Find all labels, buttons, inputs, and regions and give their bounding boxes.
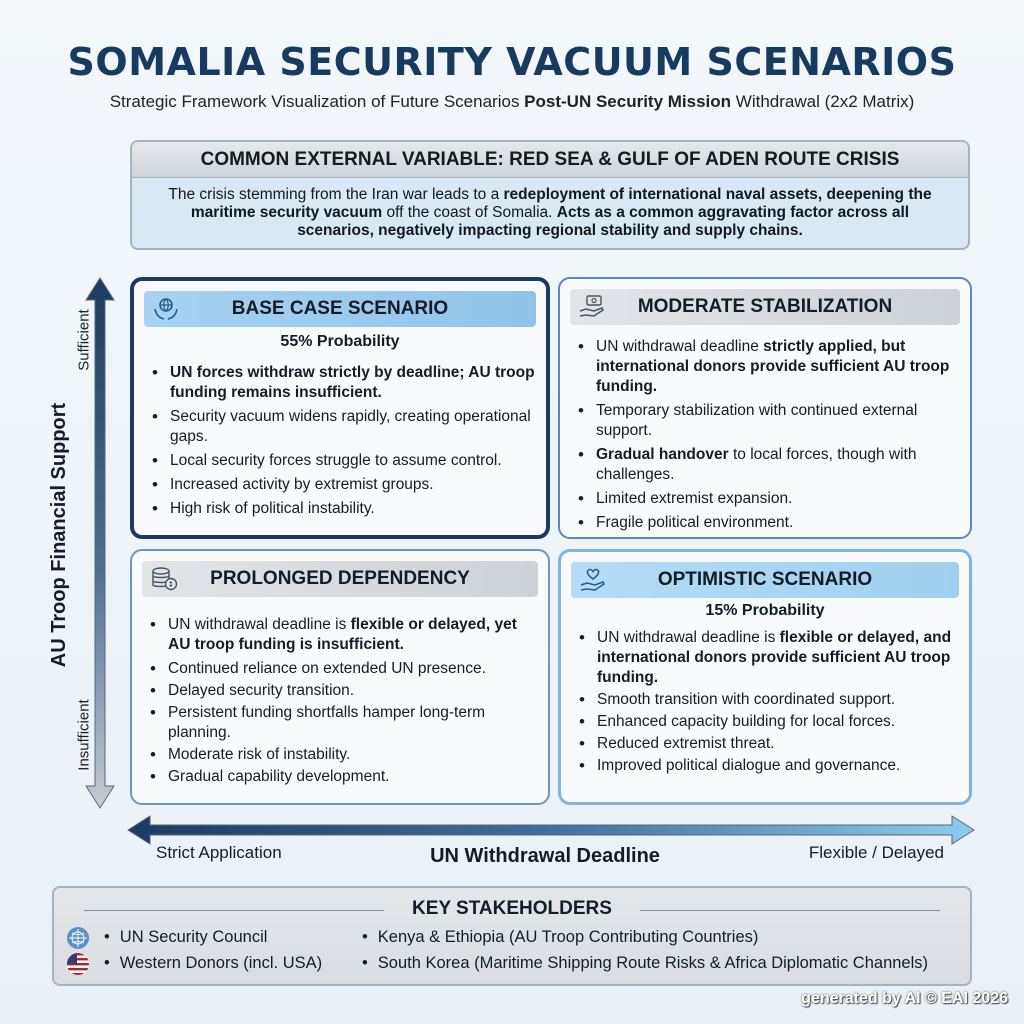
moderate-title: MODERATE STABILIZATION [637,296,893,317]
optimistic-list [577,628,961,778]
divider-right [640,910,940,911]
list-item: • Temporary stabilization with continued external support. [576,401,962,441]
list-item: • Enhanced capacity building for local forces. [577,712,961,732]
moderate-header [570,289,960,325]
y-axis-label: AU Troop Financial Support [48,402,70,668]
list-item [577,628,961,688]
base-case-quadrant [130,277,550,539]
optimistic-bullet-0-bold: flexible or delayed, and international donors provide sufficient AU troop funding. [597,629,952,686]
stakeholder-kenya-ethiopia: • Kenya & Ethiopia (AU Troop Contributing Countries) [362,928,758,947]
hand-heart-icon [579,566,607,594]
x-axis-right-label: Flexible / Delayed [808,843,944,862]
list-item: • Fragile political environment. [576,513,962,533]
cv-bold-1: redeployment of international naval assets, deepening the maritime security vacuum [190,186,932,221]
list-item: • High risk of political instability. [150,499,538,519]
optimistic-header [571,562,959,598]
subtitle-emphasis: Post-UN Security Mission [524,92,732,111]
cv-bold-2: Acts as a common aggravating factor across all scenarios, negatively impacting regional stability and supply chains. [297,204,910,239]
y-axis-top-label: Sufficient [75,309,93,371]
stakeholder-south-korea: • South Korea (Maritime Shipping Route Risks & Africa Diplomatic Channels) [362,954,928,973]
hand-money-icon [578,293,606,321]
base-case-list [150,363,538,523]
key-stakeholders-panel [52,886,972,986]
list-item: • Reduced extremist threat. [577,734,961,754]
base-case-title: BASE CASE SCENARIO [231,298,449,319]
prolonged-bullet-0-bold: flexible or delayed, yet AU troop funding is insufficient. [168,616,517,653]
moderate-bullet-2-bold: Gradual handover [596,446,729,463]
list-item: • Smooth transition with coordinated support. [577,690,961,710]
list-item: • Delayed security transition. [148,681,540,701]
stakeholders-title: KEY STAKEHOLDERS [412,898,612,919]
stakeholder-western-donors: • Western Donors (incl. USA) [104,954,322,973]
common-variable-heading: COMMON EXTERNAL VARIABLE: RED SEA & GULF OF ADEN ROUTE CRISIS [132,142,968,178]
page-title: SOMALIA SECURITY VACUUM SCENARIOS [67,40,957,84]
list-item [576,337,962,397]
list-item [150,363,538,403]
prolonged-dependency-quadrant [130,549,550,805]
prolonged-header [142,561,538,597]
list-item: • Security vacuum widens rapidly, creating operational gaps. [150,407,538,447]
moderate-bullet-2-text: to local forces, though with challenges. [596,446,917,483]
common-variable-text [132,178,968,240]
subtitle-prefix: Strategic Framework Visualization of Future Scenarios [109,92,525,111]
list-item [576,445,962,485]
x-axis-label: UN Withdrawal Deadline [430,845,660,867]
base-case-header [144,291,536,327]
watermark: generated by AI © EAI 2026 [801,990,1008,1007]
coin-stack-icon [150,565,178,593]
y-axis-bottom-label: Insufficient [75,699,93,771]
optimistic-scenario-quadrant [558,549,972,805]
cv-text-2: off the coast of Somalia. [382,204,557,221]
list-item [148,615,540,655]
un-emblem-icon [66,926,90,950]
stakeholder-un-security-council: • UN Security Council [104,928,267,947]
moderate-bullet-0-text: UN withdrawal deadline [596,338,764,355]
prolonged-bullet-0-text: UN withdrawal deadline is [168,616,351,633]
list-item: • Improved political dialogue and governance. [577,756,961,776]
base-bullet-0: UN forces withdraw strictly by deadline; AU troop funding remains insufficient. [170,364,535,401]
list-item: • Limited extremist expansion. [576,489,962,509]
list-item: • Continued reliance on extended UN presence. [148,659,540,679]
cv-text-1: The crisis stemming from the Iran war leads to a [168,186,504,203]
optimistic-title: OPTIMISTIC SCENARIO [657,569,873,590]
list-item: • Local security forces struggle to assume control. [150,451,538,471]
hands-globe-icon [152,295,180,323]
moderate-bullet-0-bold: strictly applied, but international donors provide sufficient AU troop funding. [596,338,950,395]
subtitle-suffix: Withdrawal (2x2 Matrix) [731,92,915,111]
list-item: • Gradual capability development. [148,767,540,787]
x-axis-left-label: Strict Application [156,843,282,862]
prolonged-list [148,615,540,789]
page-subtitle [0,92,1024,112]
list-item: • Persistent funding shortfalls hamper long-term planning. [148,703,540,743]
list-item: • Moderate risk of instability. [148,745,540,765]
common-variable-panel [130,140,970,250]
moderate-list [576,337,962,537]
optimistic-probability: 15% Probability [705,602,825,619]
list-item: • Increased activity by extremist groups. [150,475,538,495]
base-case-probability: 55% Probability [280,333,400,350]
moderate-stabilization-quadrant [558,277,972,539]
us-flag-icon [66,952,90,976]
optimistic-bullet-0-text: UN withdrawal deadline is [597,629,780,646]
prolonged-title: PROLONGED DEPENDENCY [210,568,470,589]
